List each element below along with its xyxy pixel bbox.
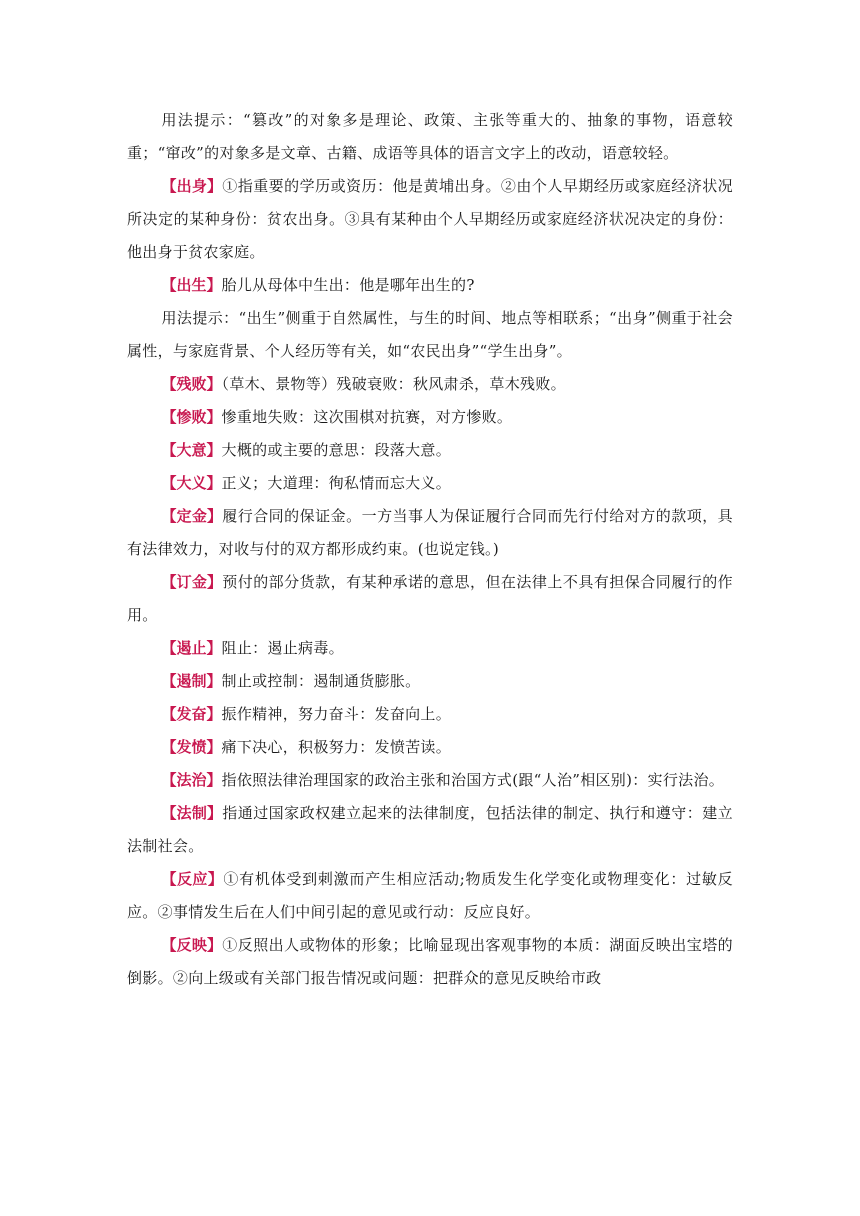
usage-note-chusheng [127, 302, 733, 368]
entry-definition: ①反照出人或物体的形象；比喻显现出客观事物的本质：湖面反映出宝塔的倒影。②向上级或有关部门报告情况或问题：把群众的意见反映给市政 [127, 936, 733, 987]
entry-term: 【大意】 [161, 441, 222, 459]
entry-definition: 阻止：遏止病毒。 [221, 639, 344, 657]
entry-definition: （草木、景物等）残破衰败：秋风肃杀，草木残败。 [221, 375, 566, 393]
entry-ezhi-2 [127, 665, 733, 698]
entry-term: 【定金】 [161, 507, 223, 525]
entry-term: 【残败】 [161, 375, 222, 393]
entry-term: 【法制】 [161, 804, 223, 822]
entry-definition: ①指重要的学历或资历：他是黄埔出身。②由个人早期经历或家庭经济状况所决定的某种身份：贫农出身。③具有某种由个人早期经历或家庭经济状况决定的身份：他出身于贫农家庭。 [127, 177, 733, 261]
entry-fanying [127, 863, 733, 929]
entry-dingjin [127, 500, 733, 566]
entry-term: 【出生】 [161, 276, 222, 294]
entry-term: 【出身】 [161, 177, 223, 195]
entry-definition: 履行合同的保证金。一方当事人为保证履行合同而先行付给对方的款项，具有法律效力，对收与付的双方都形成约束。(也说定钱。) [127, 507, 733, 558]
entry-definition: 惨重地失败：这次围棋对抗赛，对方惨败。 [221, 408, 513, 426]
entry-definition: 痛下决心，积极努力：发愤苦读。 [221, 738, 452, 756]
entry-definition: 用法提示：“出生”侧重于自然属性，与生的时间、地点等相联系；“出身”侧重于社会属性，与家庭背景、个人经历等有关，如“农民出身”“学生出身”。 [127, 309, 733, 360]
entry-definition: 预付的部分货款，有某种承诺的意思，但在法律上不具有担保合同履行的作用。 [127, 573, 733, 624]
entry-term: 【大义】 [161, 474, 222, 492]
entry-definition: 指依照法律治理国家的政治主张和治国方式(跟“人治”相区别)：实行法治。 [221, 771, 725, 789]
entry-definition: 制止或控制：遏制通货膨胀。 [221, 672, 421, 690]
entry-term: 【遏止】 [161, 639, 222, 657]
entry-chushen [127, 170, 733, 269]
entry-definition: 指通过国家政权建立起来的法律制度，包括法律的制定、执行和遵守：建立法制社会。 [127, 804, 733, 855]
entry-definition: 用法提示：“篡改”的对象多是理论、政策、主张等重大的、抽象的事物，语意较重；“窜改”的对象多是文章、古籍、成语等具体的语言文字上的改动，语意较轻。 [127, 111, 733, 162]
document-page [127, 104, 733, 995]
entry-fazhi [127, 764, 733, 797]
entry-term: 【反映】 [161, 936, 223, 954]
entry-term: 【惨败】 [161, 408, 222, 426]
entry-fazhi-2 [127, 797, 733, 863]
entry-term: 【遏制】 [161, 672, 222, 690]
entry-definition: 正义；大道理：徇私情而忘大义。 [221, 474, 452, 492]
entry-canbai [127, 368, 733, 401]
entry-ezhi [127, 632, 733, 665]
entry-term: 【订金】 [161, 573, 223, 591]
entry-dayi [127, 434, 733, 467]
entry-term: 【发愤】 [161, 738, 222, 756]
entry-term: 【发奋】 [161, 705, 222, 723]
entry-definition: 大概的或主要的意思：段落大意。 [221, 441, 452, 459]
entry-definition: ①有机体受到刺激而产生相应活动;物质发生化学变化或物理变化：过敏反应。②事情发生后在人们中间引起的意见或行动：反应良好。 [127, 870, 733, 921]
entry-definition: 振作精神，努力奋斗：发奋向上。 [221, 705, 452, 723]
entry-fafen [127, 698, 733, 731]
entry-definition: 胎儿从母体中生出：他是哪年出生的? [221, 276, 475, 294]
usage-note-cuangai [127, 104, 733, 170]
entry-fanying-2 [127, 929, 733, 995]
entry-dayi-2 [127, 467, 733, 500]
entry-canbai-2 [127, 401, 733, 434]
entry-chusheng [127, 269, 733, 302]
entry-dingjin-2 [127, 566, 733, 632]
entry-term: 【反应】 [161, 870, 224, 888]
entry-fafen-2 [127, 731, 733, 764]
entry-term: 【法治】 [161, 771, 222, 789]
